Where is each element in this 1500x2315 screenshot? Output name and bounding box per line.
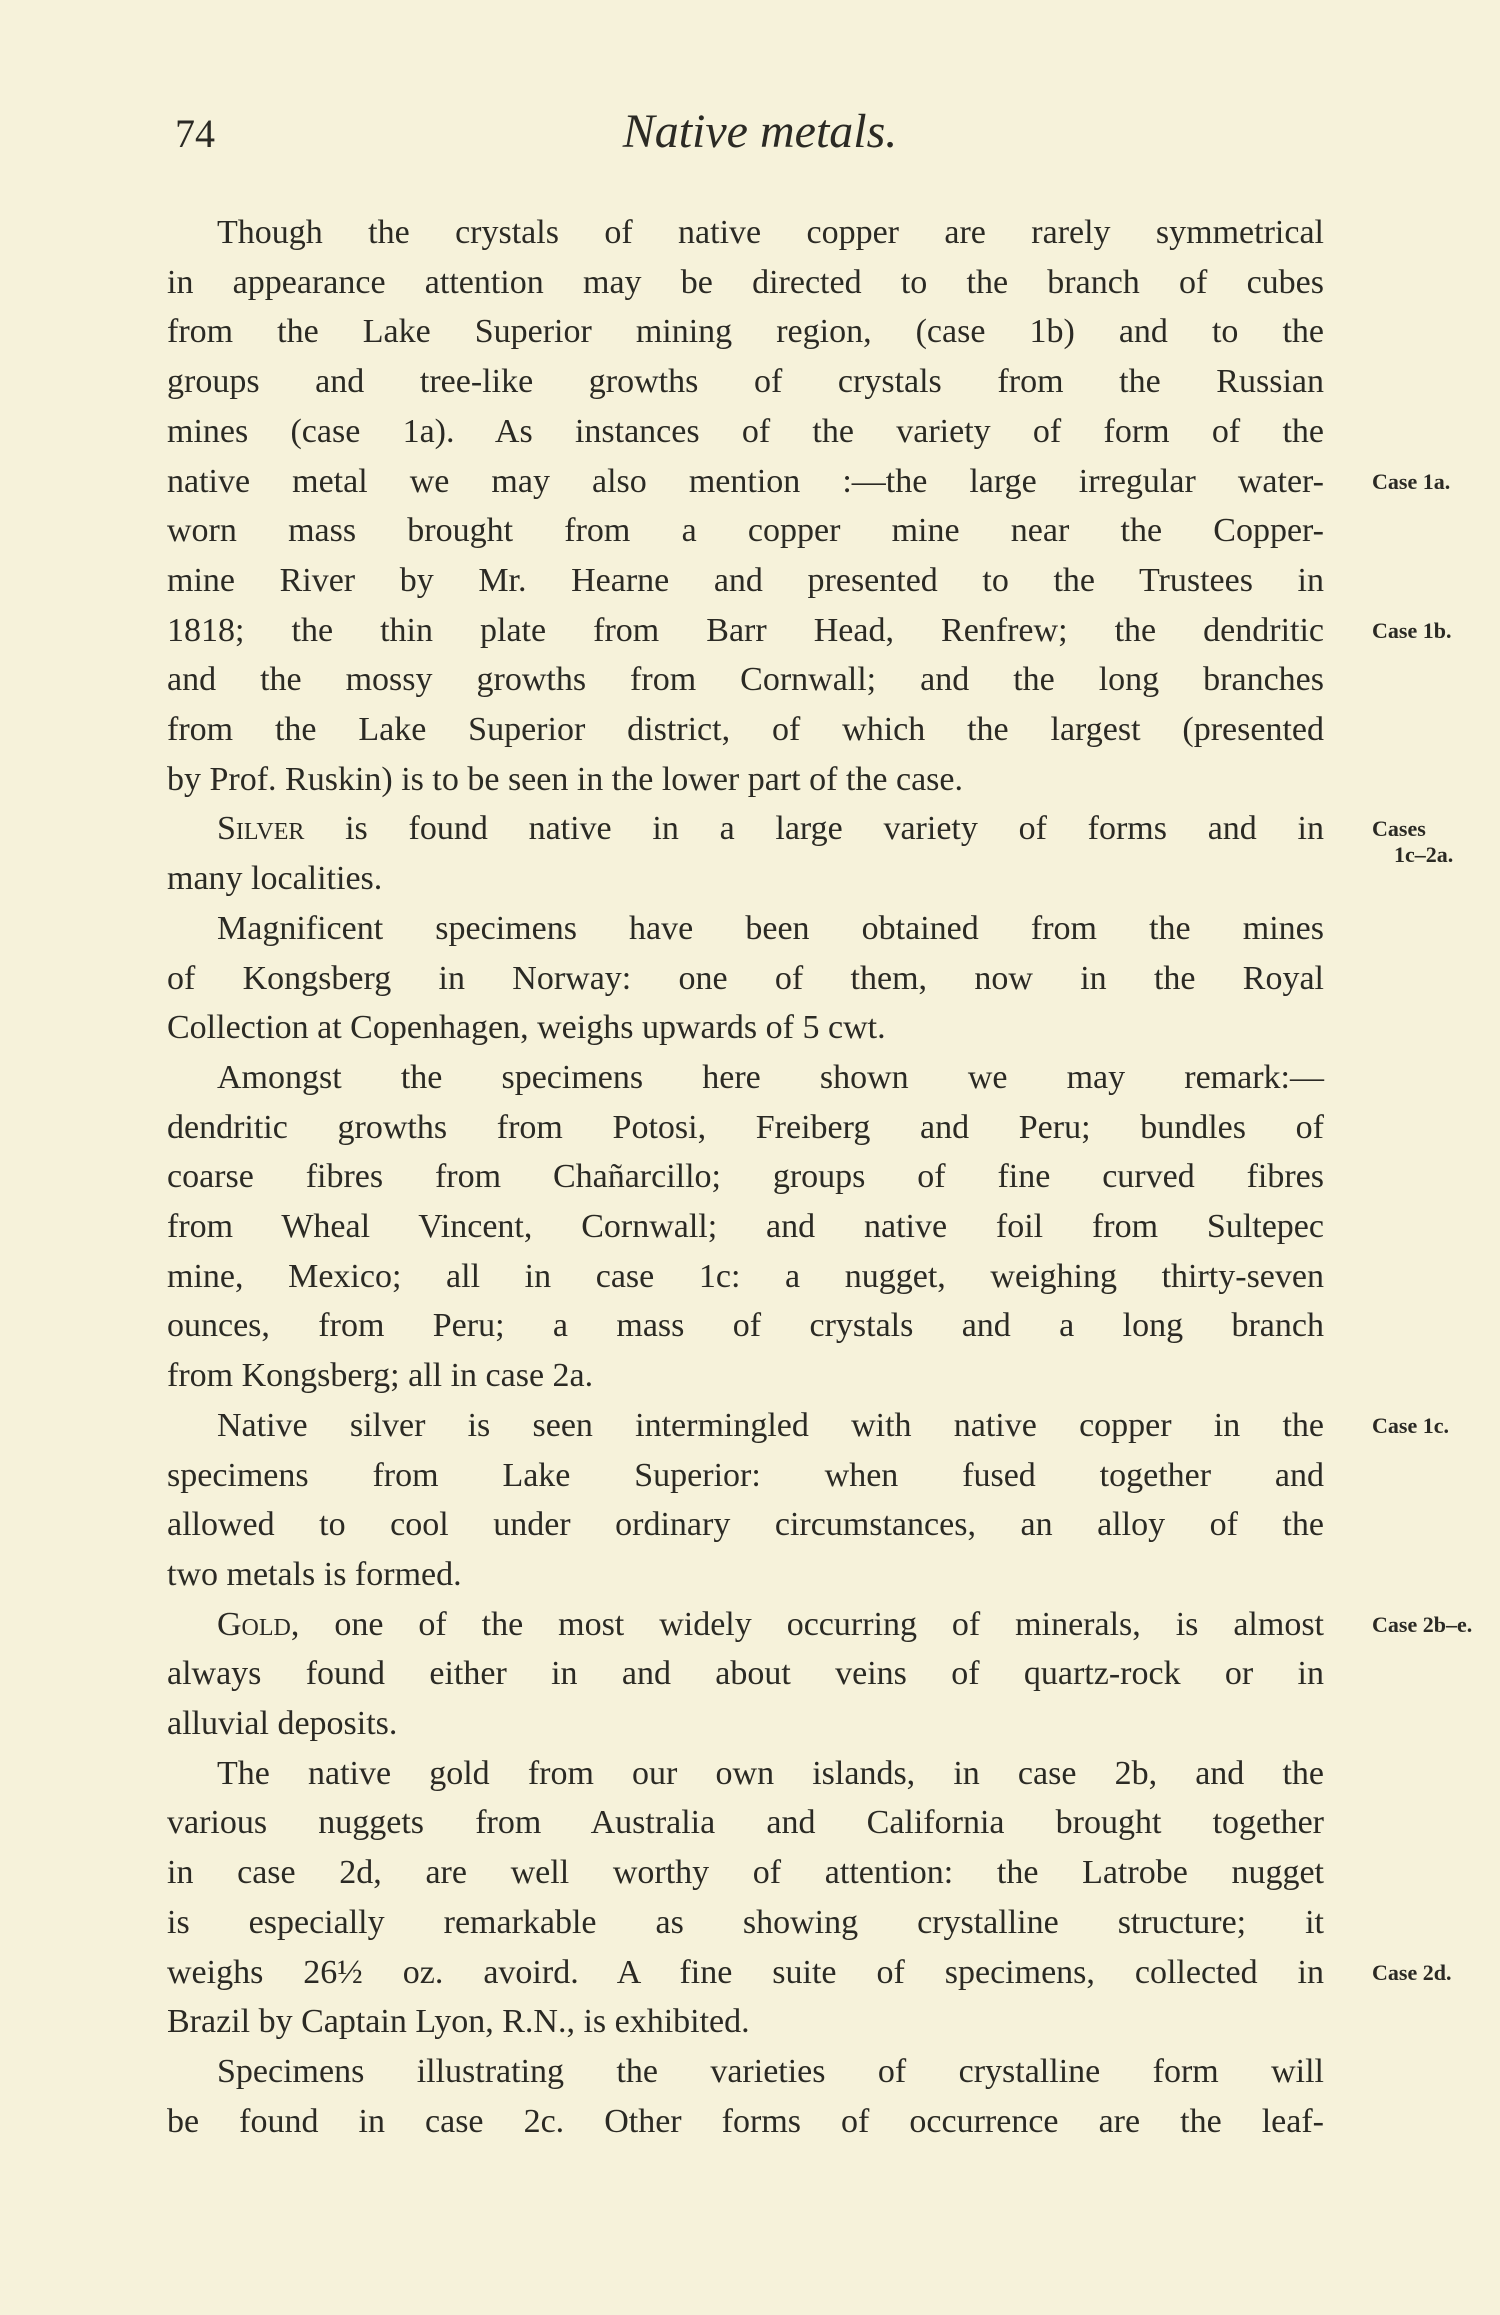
line-text: weighs 26½ oz. avoird. A fine suite of specimens, collected in [167,1953,1324,1991]
text-line [167,1699,1324,1749]
line-text: always found either in and about veins of quartz-rock or in [167,1655,1324,1693]
text-line [167,1948,1324,1998]
text-line [167,2097,1324,2147]
text-line [167,1202,1324,1252]
line-text: is found native in a large variety of forms and in [304,810,1324,848]
text-line [167,705,1324,755]
text-line [167,1997,1324,2047]
text-line [217,1401,1324,1451]
text-line [167,407,1324,457]
text-line [167,606,1324,656]
line-text: mine River by Mr. Hearne and presented to the Trustees in [167,561,1324,599]
text-line [167,854,1324,904]
text-line [217,208,1324,258]
margin-note-text: 1c–2a. [1394,842,1454,868]
text-line [167,1351,1324,1401]
margin-note-text: Case 1b. [1372,617,1452,643]
text-line [167,1301,1324,1351]
text-line [167,357,1324,407]
line-text: alluvial deposits. [167,1705,398,1742]
line-text: in case 2d, are well worthy of attention: the Latrobe nugget [167,1854,1324,1892]
text-line [167,1500,1324,1550]
text-line [167,954,1324,1004]
line-text: specimens from Lake Superior: when fused together and [167,1456,1324,1494]
text-line [217,904,1324,954]
line-text: Magnificent specimens have been obtained from the mines [217,909,1324,947]
text-line [167,307,1324,357]
line-text: of Kongsberg in Norway: one of them, now in the Royal [167,959,1324,997]
margin-note-text: Case 2b–e. [1372,1611,1473,1637]
margin-note-text: Case 1a. [1372,468,1451,494]
text-line [167,655,1324,705]
line-text: be found in case 2c. Other forms of occurrence are the leaf- [167,2102,1324,2140]
text-line [167,1252,1324,1302]
line-text: allowed to cool under ordinary circumstances, an alloy of the [167,1506,1324,1544]
text-line [167,1152,1324,1202]
text-line [167,755,1324,805]
text-line [167,1003,1324,1053]
line-text: various nuggets from Australia and California brought together [167,1804,1324,1842]
line-text: Brazil by Captain Lyon, R.N., is exhibited. [167,2003,750,2041]
line-text: Amongst the specimens here shown we may remark:— [217,1058,1324,1096]
line-text: , one of the most widely occurring of minerals, is almost [290,1605,1324,1643]
line-text: in appearance attention may be directed to the branch of cubes [167,263,1324,301]
text-line [167,1451,1324,1501]
margin-note [1372,618,1451,644]
line-text: Though the crystals of native copper are rarely symmetrical [217,214,1324,251]
line-text: two metals is formed. [167,1555,462,1593]
margin-note [1372,1960,1451,1986]
margin-note [1372,469,1450,495]
line-text: Specimens illustrating the varieties of crystalline form will [217,2052,1324,2090]
text-line [167,1798,1324,1848]
small-caps-lead: Silver [217,810,305,848]
line-text: groups and tree-like growths of crystals from the Russian [167,363,1324,401]
running-title [0,104,1500,159]
margin-note-text: Case 2d. [1372,1959,1452,1985]
text-line [167,258,1324,308]
text-line [167,1550,1324,1600]
text-line [167,1898,1324,1948]
line-text: many localities. [167,860,383,898]
small-caps-lead: Gold [217,1605,291,1643]
text-line [217,1600,1324,1650]
line-text: Native silver is seen intermingled with native copper in the [217,1406,1324,1444]
margin-note [1372,1413,1449,1439]
text-line [167,1103,1324,1153]
line-text: coarse fibres from Chañarcillo; groups of fine curved fibres [167,1158,1324,1196]
text-line [167,457,1324,507]
margin-note-text: Case 1c. [1372,1412,1449,1438]
line-text: The native gold from our own islands, in case 2b, and the [217,1754,1324,1792]
running-title-text: Native metals. [622,105,898,158]
text-line [167,1848,1324,1898]
line-text: from the Lake Superior district, of which the largest (presented [167,711,1324,748]
line-text: from Wheal Vincent, Cornwall; and native foil from Sultepec [167,1208,1324,1245]
line-text: dendritic growths from Potosi, Freiberg and Peru; bundles of [167,1108,1324,1146]
line-text: mines (case 1a). As instances of the variety of form of the [167,412,1324,450]
text-line [217,1053,1324,1103]
margin-note [1372,816,1453,868]
line-text: from Kongsberg; all in case 2a. [167,1357,594,1395]
text-line [167,1649,1324,1699]
line-text: native metal we may also mention :—the large irregular water- [167,462,1324,500]
line-text: Collection at Copenhagen, weighs upwards of 5 cwt. [167,1009,886,1047]
page-number: 74 [175,111,215,156]
line-text: mine, Mexico; all in case 1c: a nugget, weighing thirty-seven [167,1257,1324,1295]
text-line [217,804,1324,854]
margin-note-text: Cases [1372,816,1426,842]
text-line [167,506,1324,556]
line-text: is especially remarkable as showing crystalline structure; it [167,1903,1324,1941]
line-text: 1818; the thin plate from Barr Head, Renfrew; the dendritic [167,611,1324,649]
text-line [217,2047,1324,2097]
text-line [167,556,1324,606]
line-text: ounces, from Peru; a mass of crystals and a long branch [167,1307,1324,1345]
line-text: and the mossy growths from Cornwall; and the long branches [167,661,1324,699]
text-line [217,1749,1324,1799]
line-text: worn mass brought from a copper mine near the Copper- [167,512,1324,550]
line-text: by Prof. Ruskin) is to be seen in the lower part of the case. [167,760,963,798]
margin-note [1372,1612,1472,1638]
line-text: from the Lake Superior mining region, (case 1b) and to the [167,313,1324,351]
